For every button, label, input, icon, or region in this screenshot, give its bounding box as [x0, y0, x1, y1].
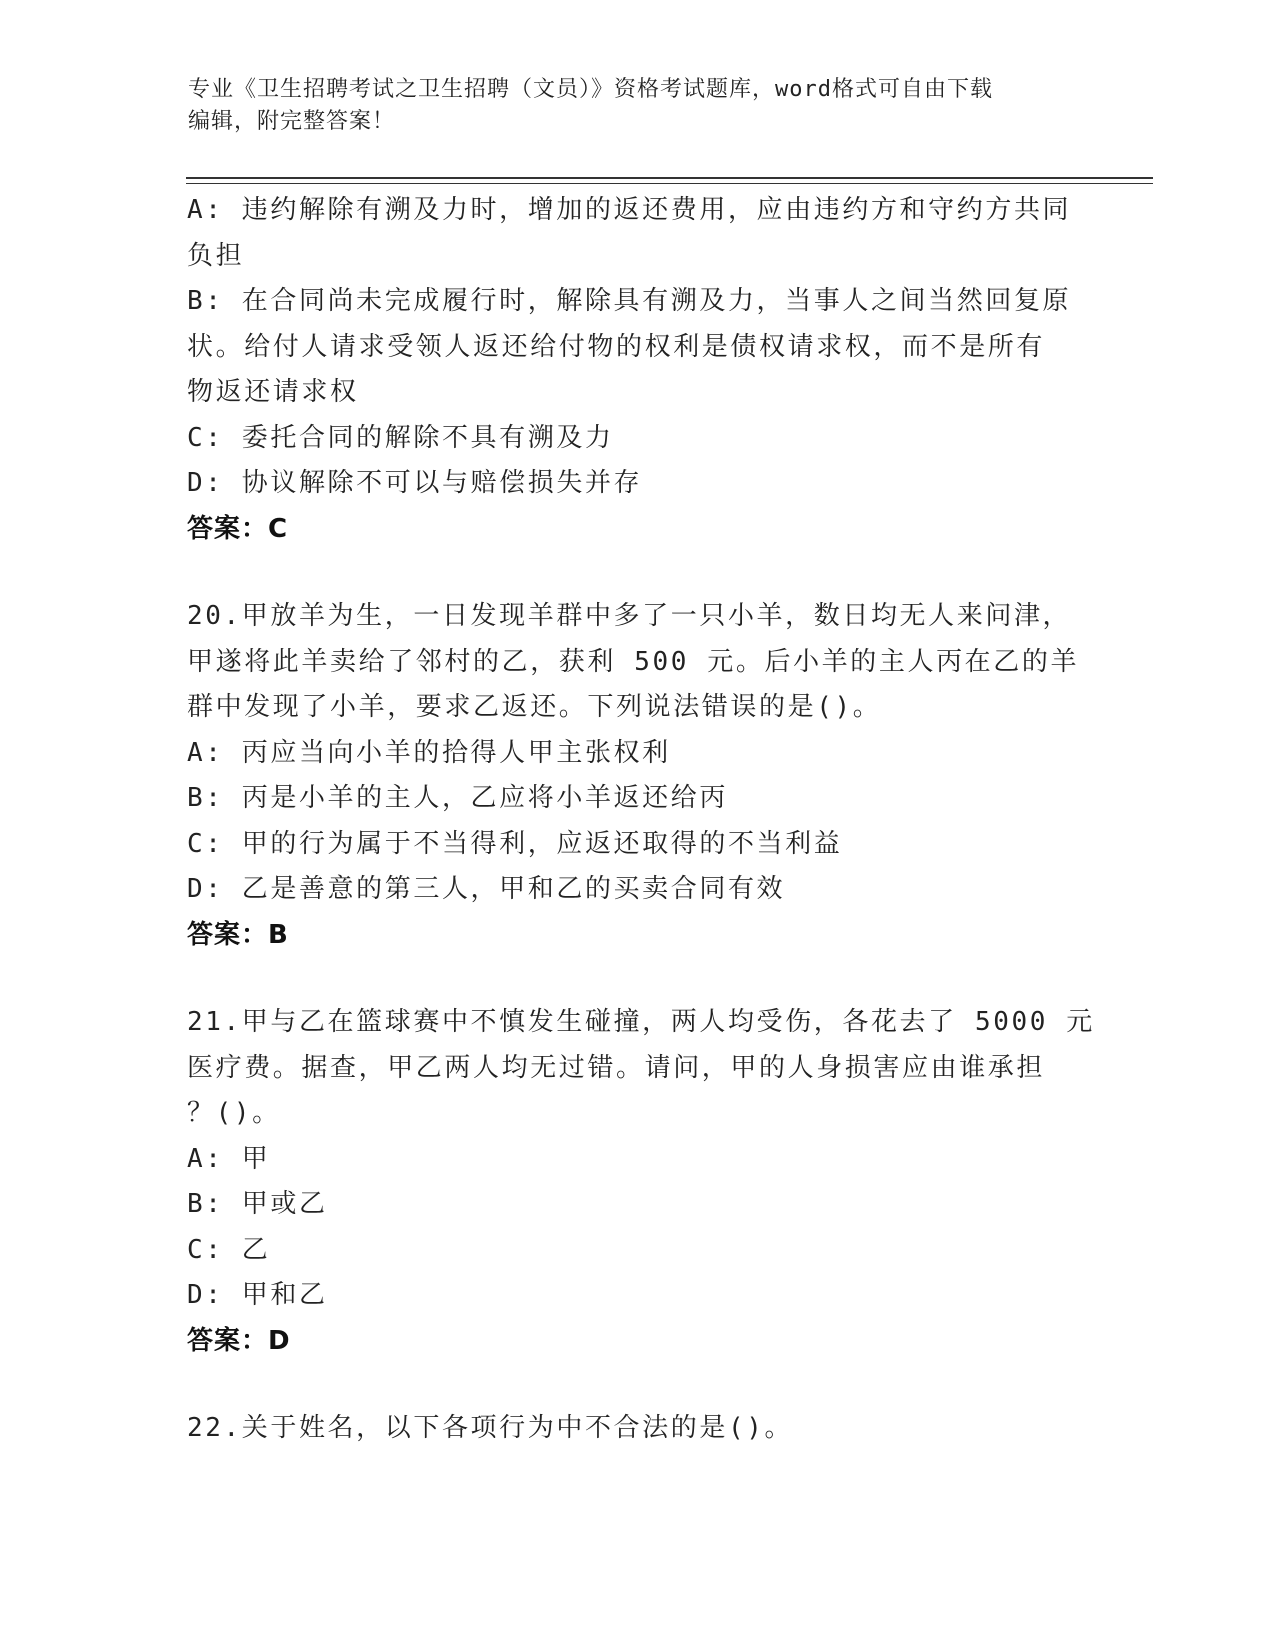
option-b [187, 279, 1087, 416]
spacer [187, 552, 1087, 594]
option-line: 负担 [187, 240, 245, 271]
question-22-block [187, 1406, 1087, 1452]
option-c: C: 乙 [187, 1234, 271, 1265]
option-d: D: 甲和乙 [187, 1280, 328, 1310]
option-a [187, 188, 1087, 279]
spacer [187, 958, 1087, 1000]
option-d: D: 乙是善意的第三人，甲和乙的买卖合同有效 [187, 874, 786, 904]
option-line: 状。给付人请求受领人返还给付物的权利是债权请求权，而不是所有 [187, 331, 1046, 362]
header-divider-thin [186, 183, 1153, 184]
answer-label: 答案：D [187, 1325, 291, 1356]
question-stem [187, 594, 1087, 731]
option-b: B: 丙是小羊的主人，乙应将小羊返还给丙 [187, 783, 728, 813]
question-21-block [187, 1000, 1095, 1364]
answer-label: 答案：C [187, 513, 289, 544]
stem-line: ？()。 [187, 1098, 281, 1128]
stem-line: 甲遂将此羊卖给了邻村的乙，获利 500 元。后小羊的主人丙在乙的羊 [187, 646, 1080, 677]
question-19-block [187, 188, 1087, 552]
header-line-1: 专业《卫生招聘考试之卫生招聘（文员）》资格考试题库，word格式可自由下载 [188, 77, 993, 102]
header-divider-thick [186, 177, 1153, 179]
option-d [187, 461, 1087, 507]
question-20-block [187, 594, 1087, 958]
stem-line: 医疗费。据查，甲乙两人均无过错。请问，甲的人身损害应由谁承担 [187, 1052, 1046, 1083]
spacer [187, 1364, 1087, 1406]
stem-line: 22.关于姓名，以下各项行为中不合法的是()。 [187, 1413, 794, 1443]
option-line: B: 在合同尚未完成履行时，解除具有溯及力，当事人之间当然回复原 [187, 286, 1072, 316]
option-line: 物返还请求权 [187, 377, 359, 407]
option-a: A: 丙应当向小羊的拾得人甲主张权利 [187, 737, 671, 768]
option-line: A: 违约解除有溯及力时，增加的返还费用，应由违约方和守约方共同 [187, 195, 1072, 225]
stem-line: 21.甲与乙在篮球赛中不慎发生碰撞，两人均受伤，各花去了 5000 元 [187, 1007, 1095, 1037]
question-stem [187, 1000, 1095, 1137]
stem-line: 群中发现了小羊，要求乙返还。下列说法错误的是()。 [187, 692, 882, 722]
question-stem [187, 1406, 1087, 1452]
document-header [188, 74, 1068, 138]
option-a: A: 甲 [187, 1143, 271, 1174]
option-c: C: 甲的行为属于不当得利，应返还取得的不当利益 [187, 828, 843, 859]
stem-line: 20.甲放羊为生，一日发现羊群中多了一只小羊，数日均无人来问津， [187, 601, 1072, 631]
header-line-2: 编辑，附完整答案！ [188, 109, 396, 134]
document-body [187, 188, 1095, 1452]
option-line: C: 委托合同的解除不具有溯及力 [187, 422, 614, 453]
answer-label: 答案：B [187, 919, 289, 950]
option-c [187, 416, 1087, 462]
option-line: D: 协议解除不可以与赔偿损失并存 [187, 468, 643, 498]
option-b: B: 甲或乙 [187, 1189, 328, 1219]
